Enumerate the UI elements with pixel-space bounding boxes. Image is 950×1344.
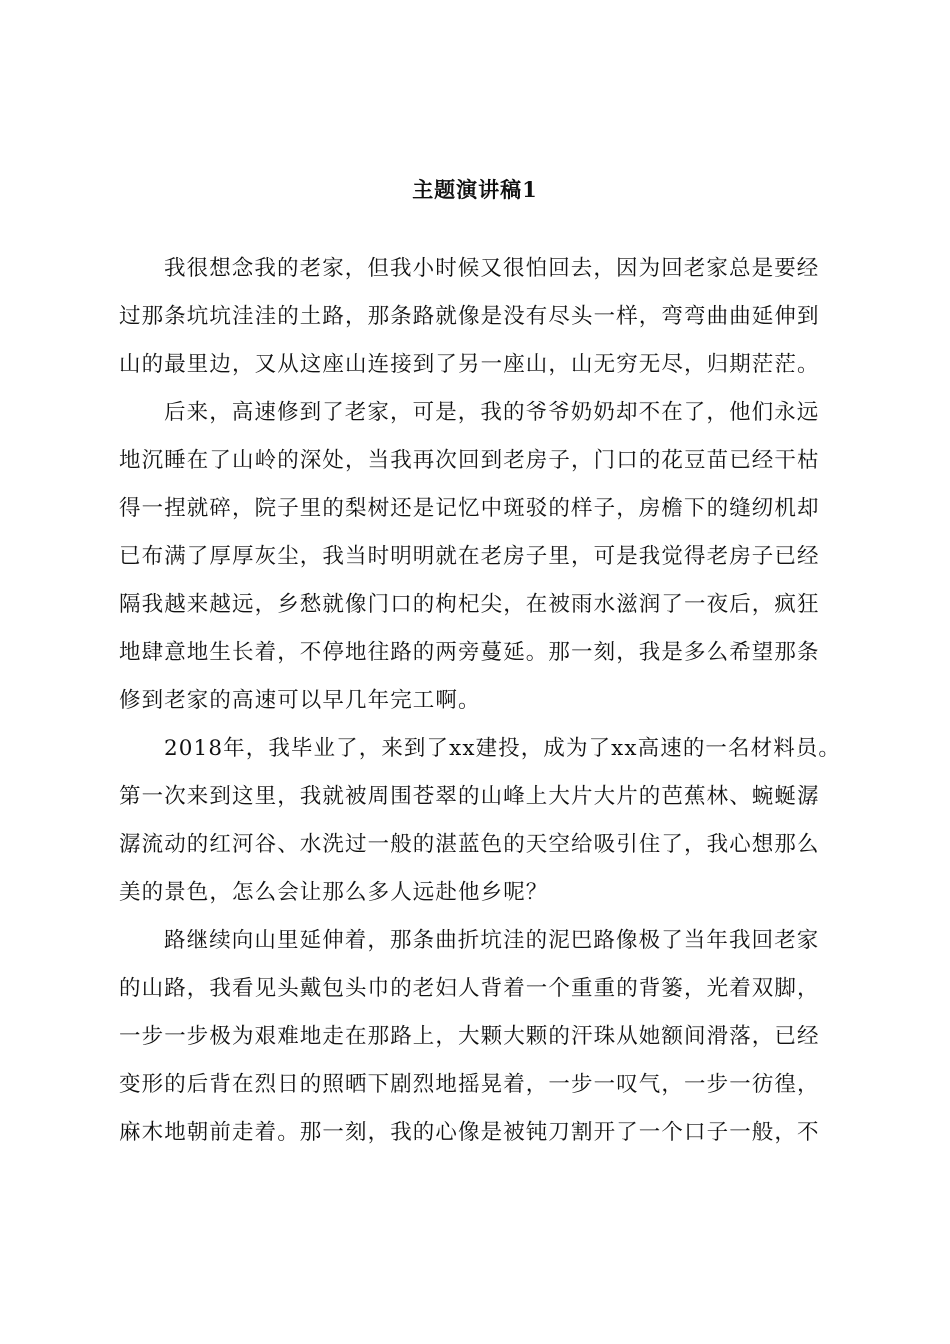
paragraph-2-line-2: 地沉睡在了山岭的深处，当我再次回到老房子，门口的花豆苗已经干枯 xyxy=(119,448,820,473)
paragraph-4-line-4: 变形的后背在烈日的照晒下剧烈地摇晃着，一步一叹气，一步一彷徨， xyxy=(119,1072,820,1097)
paragraph-3-line-3: 潺流动的红河谷、水洗过一般的湛蓝色的天空给吸引住了，我心想那么 xyxy=(119,832,820,857)
paragraph-3-line-2: 第一次来到这里，我就被周围苍翠的山峰上大片大片的芭蕉林、蜿蜒潺 xyxy=(119,784,820,809)
paragraph-2-line-6: 地肆意地生长着，不停地往路的两旁蔓延。那一刻，我是多么希望那条 xyxy=(119,640,820,665)
paragraph-3-line-1: 2018年，我毕业了，来到了xx建投，成为了xx高速的一名材料员。 xyxy=(164,736,842,761)
paragraph-3-line-4: 美的景色，怎么会让那么多人远赴他乡呢？ xyxy=(119,880,549,905)
paragraph-1-line-2: 过那条坑坑洼洼的土路，那条路就像是没有尽头一样，弯弯曲曲延伸到 xyxy=(119,304,820,329)
document-body xyxy=(119,245,842,1157)
paragraph-4-line-5: 麻木地朝前走着。那一刻，我的心像是被钝刀割开了一个口子一般，不 xyxy=(119,1120,820,1145)
paragraph-1-line-3: 山的最里边，又从这座山连接到了另一座山，山无穷无尽，归期茫茫。 xyxy=(119,352,820,377)
paragraph-4-line-2: 的山路，我看见头戴包头巾的老妇人背着一个重重的背篓，光着双脚， xyxy=(119,976,820,1001)
document-title: 主题演讲稿1 xyxy=(412,177,538,202)
paragraph-2-line-3: 得一捏就碎，院子里的梨树还是记忆中斑驳的样子，房檐下的缝纫机却 xyxy=(119,496,820,521)
paragraph-4-line-3: 一步一步极为艰难地走在那路上，大颗大颗的汗珠从她额间滑落，已经 xyxy=(119,1024,820,1049)
paragraph-2-line-1: 后来，高速修到了老家，可是，我的爷爷奶奶却不在了，他们永远 xyxy=(164,400,820,425)
paragraph-4-line-1: 路继续向山里延伸着，那条曲折坑洼的泥巴路像极了当年我回老家 xyxy=(164,928,820,953)
paragraph-2-line-4: 已布满了厚厚灰尘，我当时明明就在老房子里，可是我觉得老房子已经 xyxy=(119,544,820,569)
paragraph-1-line-1: 我很想念我的老家，但我小时候又很怕回去，因为回老家总是要经 xyxy=(164,256,820,281)
paragraph-2-line-5: 隔我越来越远，乡愁就像门口的枸杞尖，在被雨水滋润了一夜后，疯狂 xyxy=(119,592,820,617)
paragraph-2-line-7: 修到老家的高速可以早几年完工啊。 xyxy=(119,688,481,713)
